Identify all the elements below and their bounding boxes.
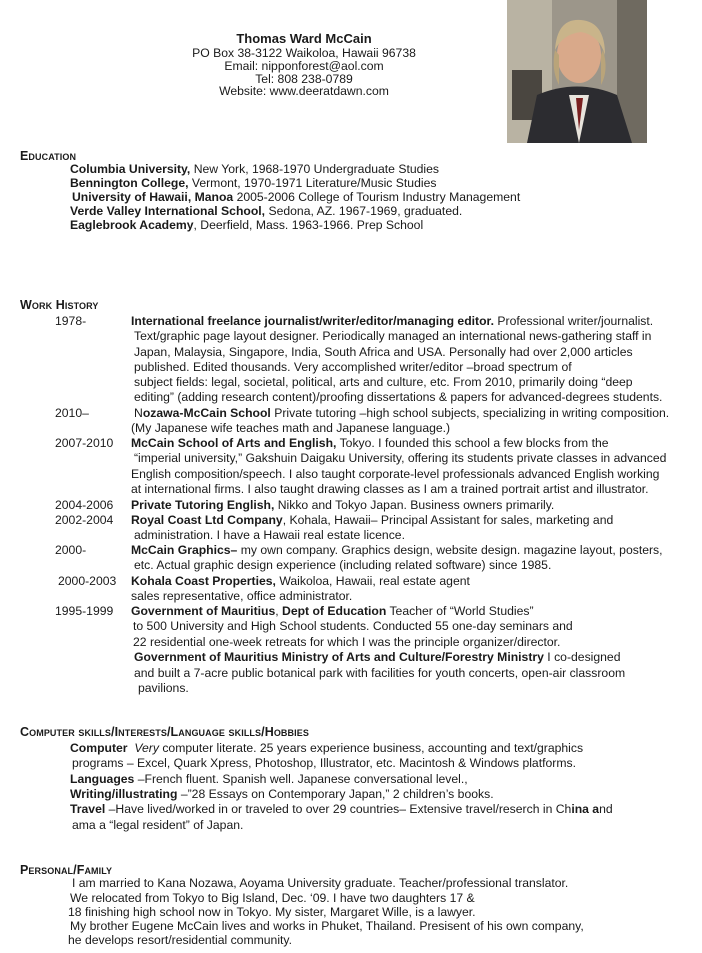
work-entry-line: editing” (adding research content)/proofing dissertations & papers for advanced-degrees students. bbox=[134, 390, 663, 404]
work-entry-line: sales representative, office administrator. bbox=[131, 589, 353, 603]
work-entry-line: pavilions. bbox=[138, 681, 189, 695]
work-date: 2007-2010 bbox=[55, 436, 114, 450]
section-skills-title: Computer skills/Interests/Language skills/Hobbies bbox=[20, 725, 309, 739]
contact-email: Email: nipponforest@aol.com bbox=[224, 59, 384, 73]
work-entry-line: and built a 7-acre public botanical park with facilities for youth concerts, open-air classroom bbox=[134, 666, 626, 680]
work-entry-line: at international firms. I also taught drawing classes as I am a trained portrait artist and illustrator. bbox=[131, 482, 649, 496]
section-education-title: Education bbox=[20, 149, 77, 163]
education-item: Bennington College, Vermont, 1970-1971 Literature/Music Studies bbox=[70, 176, 437, 190]
personal-line: I am married to Kana Nozawa, Aoyama University graduate. Teacher/professional translator. bbox=[72, 876, 569, 890]
contact-website: Website: www.deeratdawn.com bbox=[219, 84, 389, 98]
work-date: 2010– bbox=[55, 406, 89, 420]
work-entry-line: Government of Mauritius Ministry of Arts and Culture/Forestry Ministry I co-designed bbox=[134, 650, 621, 664]
section-personal-title: Personal/Family bbox=[20, 863, 113, 877]
skills-computer-cont: programs – Excel, Quark Xpress, Photoshop, Illustrator, etc. Macintosh & Windows platforms. bbox=[72, 756, 576, 770]
work-entry-line: to 500 University and High School students. Conducted 55 one-day seminars and bbox=[133, 619, 573, 633]
personal-line: We relocated from Tokyo to Big Island, Dec. ‘09. I have two daughters 17 & bbox=[70, 891, 475, 905]
resume-name: Thomas Ward McCain bbox=[236, 31, 372, 46]
work-entry-line: published. Edited thousands. Very accomplished writer/editor –broad spectrum of bbox=[134, 360, 572, 374]
work-entry-line: McCain Graphics– my own company. Graphics design, website design. magazine layout, posters, bbox=[131, 543, 663, 557]
work-entry-line: International freelance journalist/writer/editor/managing editor. Professional writer/journalist. bbox=[131, 314, 654, 328]
work-entry-line: Japan, Malaysia, Singapore, India, South Africa and USA. Personally had over 2,000 articles bbox=[134, 345, 633, 359]
work-entry-line: Kohala Coast Properties, Waikoloa, Hawaii, real estate agent bbox=[131, 574, 470, 588]
work-entry-line: Text/graphic page layout designer. Periodically managed an international news-gathering staff in bbox=[134, 329, 652, 343]
skills-languages: Languages –French fluent. Spanish well. Japanese conversational level., bbox=[70, 772, 468, 786]
work-date: 2000- bbox=[55, 543, 87, 557]
work-entry-line: “imperial university,” Gakshuin Daigaku University, offering its students private classes in advanced bbox=[134, 451, 667, 465]
work-date: 2002-2004 bbox=[55, 513, 114, 527]
work-entry-line: etc. Actual graphic design experience (including related software) since 1985. bbox=[134, 558, 552, 572]
skills-computer: Computer Very computer literate. 25 years experience business, accounting and text/graphics bbox=[70, 741, 584, 755]
work-entry-line: English composition/speech. I also taught corporate-level professionals advanced English working bbox=[131, 467, 660, 481]
education-item: Verde Valley International School, Sedona, AZ. 1967-1969, graduated. bbox=[70, 204, 463, 218]
skills-travel: Travel –Have lived/worked in or traveled to over 29 countries– Extensive travel/reserch in China and bbox=[70, 802, 613, 816]
work-entry-line: Royal Coast Ltd Company, Kohala, Hawaii– Principal Assistant for sales, marketing and bbox=[131, 513, 614, 527]
contact-address: PO Box 38-3122 Waikoloa, Hawaii 96738 bbox=[192, 46, 416, 60]
work-entry-line: Private Tutoring English, Nikko and Tokyo Japan. Business owners primarily. bbox=[131, 498, 555, 512]
work-entry-line: Nozawa-McCain School Private tutoring –high school subjects, specializing in writing composition. bbox=[134, 406, 670, 420]
work-date: 2000-2003 bbox=[58, 574, 117, 588]
section-work-title: Work History bbox=[20, 298, 99, 312]
contact-phone: Tel: 808 238-0789 bbox=[255, 72, 353, 86]
work-entry-line: (My Japanese wife teaches math and Japanese language.) bbox=[131, 421, 451, 435]
work-entry-line: administration. I have a Hawaii real estate licence. bbox=[134, 528, 405, 542]
portrait-photo bbox=[507, 0, 647, 143]
skills-travel-cont: ama a “legal resident” of Japan. bbox=[72, 818, 244, 832]
personal-line: 18 finishing high school now in Tokyo. My sister, Margaret Wille, is a lawyer. bbox=[68, 905, 476, 919]
education-item: Eaglebrook Academy, Deerfield, Mass. 1963-1966. Prep School bbox=[70, 218, 424, 232]
work-entry-line: McCain School of Arts and English, Tokyo. I founded this school a few blocks from the bbox=[131, 436, 609, 450]
work-date: 1995-1999 bbox=[55, 604, 114, 618]
work-entry-line: 22 residential one-week retreats for which I was the principle organizer/director. bbox=[133, 635, 561, 649]
personal-line: he develops resort/residential community. bbox=[68, 933, 292, 947]
work-date: 2004-2006 bbox=[55, 498, 114, 512]
personal-line: My brother Eugene McCain lives and works in Phuket, Thailand. Presisent of his own company, bbox=[70, 919, 584, 933]
work-date: 1978- bbox=[55, 314, 87, 328]
education-item: University of Hawaii, Manoa 2005-2006 College of Tourism Industry Management bbox=[72, 190, 521, 204]
work-entry-line: Government of Mauritius, Dept of Education Teacher of “World Studies” bbox=[131, 604, 534, 618]
education-item: Columbia University, New York, 1968-1970 Undergraduate Studies bbox=[70, 162, 439, 176]
skills-writing: Writing/illustrating –”28 Essays on Contemporary Japan,” 2 children’s books. bbox=[70, 787, 494, 801]
work-entry-line: subject fields: legal, societal, political, arts and culture, etc. From 2010, primarily doing “deep bbox=[134, 375, 633, 389]
